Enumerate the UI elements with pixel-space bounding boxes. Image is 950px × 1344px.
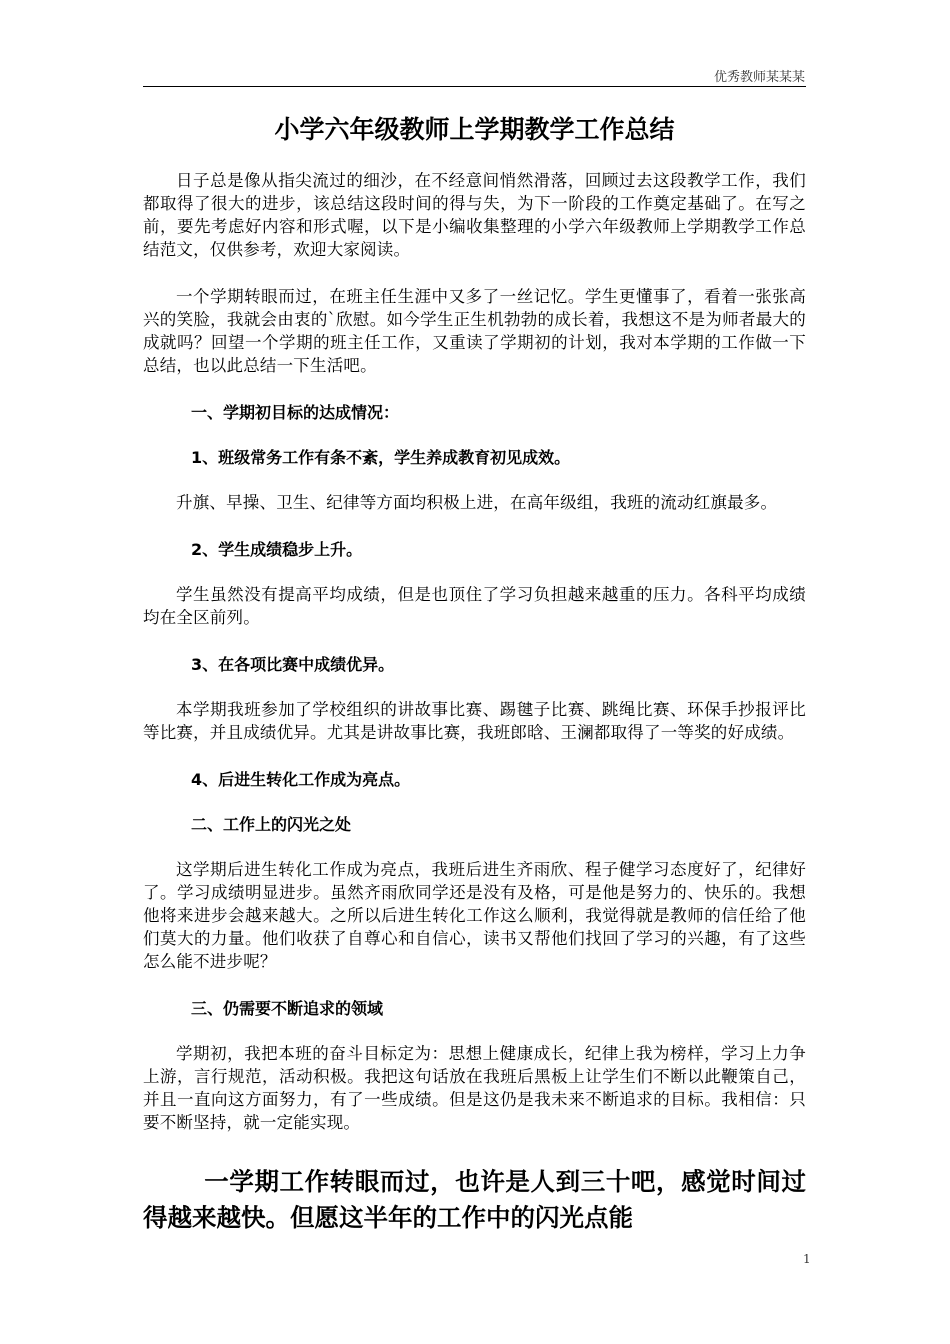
item-4-heading: 4、后进生转化工作成为亮点。: [191, 770, 411, 789]
opening-paragraph: 一个学期转眼而过，在班主任生涯中又多了一丝记忆。学生更懂事了，看着一张张高兴的笑脸，我就会由衷的`欣慰。如今学生正生机勃勃的成长着，我想这不是为师者最大的成就吗？回望一个学期的班主任工作，又重读了学期初的计划，我对本学期的工作做一下总结，也以此总结一下生活吧。: [143, 287, 806, 375]
item-2-paragraph: 学生虽然没有提高平均成绩，但是也顶住了学习负担越来越重的压力。各科平均成绩均在全区前列。: [143, 585, 806, 627]
item-3-paragraph: 本学期我班参加了学校组织的讲故事比赛、踢毽子比赛、跳绳比赛、环保手抄报评比等比赛，并且成绩优异。尤其是讲故事比赛，我班郎晗、王澜都取得了一等奖的好成绩。: [143, 700, 806, 742]
intro-paragraph: 日子总是像从指尖流过的细沙，在不经意间悄然滑落，回顾过去这段教学工作，我们都取得了很大的进步，该总结这段时间的得与失，为下一阶段的工作奠定基础了。在写之前，要先考虑好内容和形式喔，以下是小编收集整理的小学六年级教师上学期教学工作总结范文，仅供参考，欢迎大家阅读。: [143, 171, 806, 259]
document-body: [143, 112, 806, 1236]
item-3-heading: 3、在各项比赛中成绩优异。: [191, 655, 395, 674]
section-2-heading: 二、工作上的闪光之处: [191, 815, 352, 834]
item-1-heading: 1、班级常务工作有条不紊，学生养成教育初见成效。: [191, 448, 571, 467]
section-2-paragraph: 这学期后进生转化工作成为亮点，我班后进生齐雨欣、程子健学习态度好了，纪律好了。学习成绩明显进步。虽然齐雨欣同学还是没有及格，可是他是努力的、快乐的。我想他将来进步会越来越大。之所以后进生转化工作这么顺利，我觉得就是教师的信任给了他们莫大的力量。他们收获了自尊心和自信心，读书又帮他们找回了学习的兴趣，有了这些怎么能不进步呢？: [143, 860, 806, 971]
section-1-heading: 一、学期初目标的达成情况：: [191, 403, 400, 422]
closing-paragraph: 一学期工作转眼而过，也许是人到三十吧，感觉时间过得越来越快。但愿这半年的工作中的闪光点能: [143, 1167, 806, 1232]
header-divider: [143, 86, 806, 87]
section-3-paragraph: 学期初，我把本班的奋斗目标定为：思想上健康成长，纪律上我为榜样，学习上力争上游，言行规范，活动积极。我把这句话放在我班后黑板上让学生们不断以此鞭策自己，并且一直向这方面努力，有了一些成绩。但是这仍是我未来不断追求的目标。我相信：只要不断坚持，就一定能实现。: [143, 1044, 806, 1132]
page-header-author: 优秀教师某某某: [713, 70, 805, 85]
section-3-heading: 三、仍需要不断追求的领域: [191, 999, 384, 1018]
item-1-paragraph: 升旗、早操、卫生、纪律等方面均积极上进，在高年级组，我班的流动红旗最多。: [176, 493, 778, 512]
item-2-heading: 2、学生成绩稳步上升。: [191, 540, 363, 559]
document-title: 小学六年级教师上学期教学工作总结: [274, 115, 675, 144]
page-number: 1: [803, 1252, 811, 1266]
